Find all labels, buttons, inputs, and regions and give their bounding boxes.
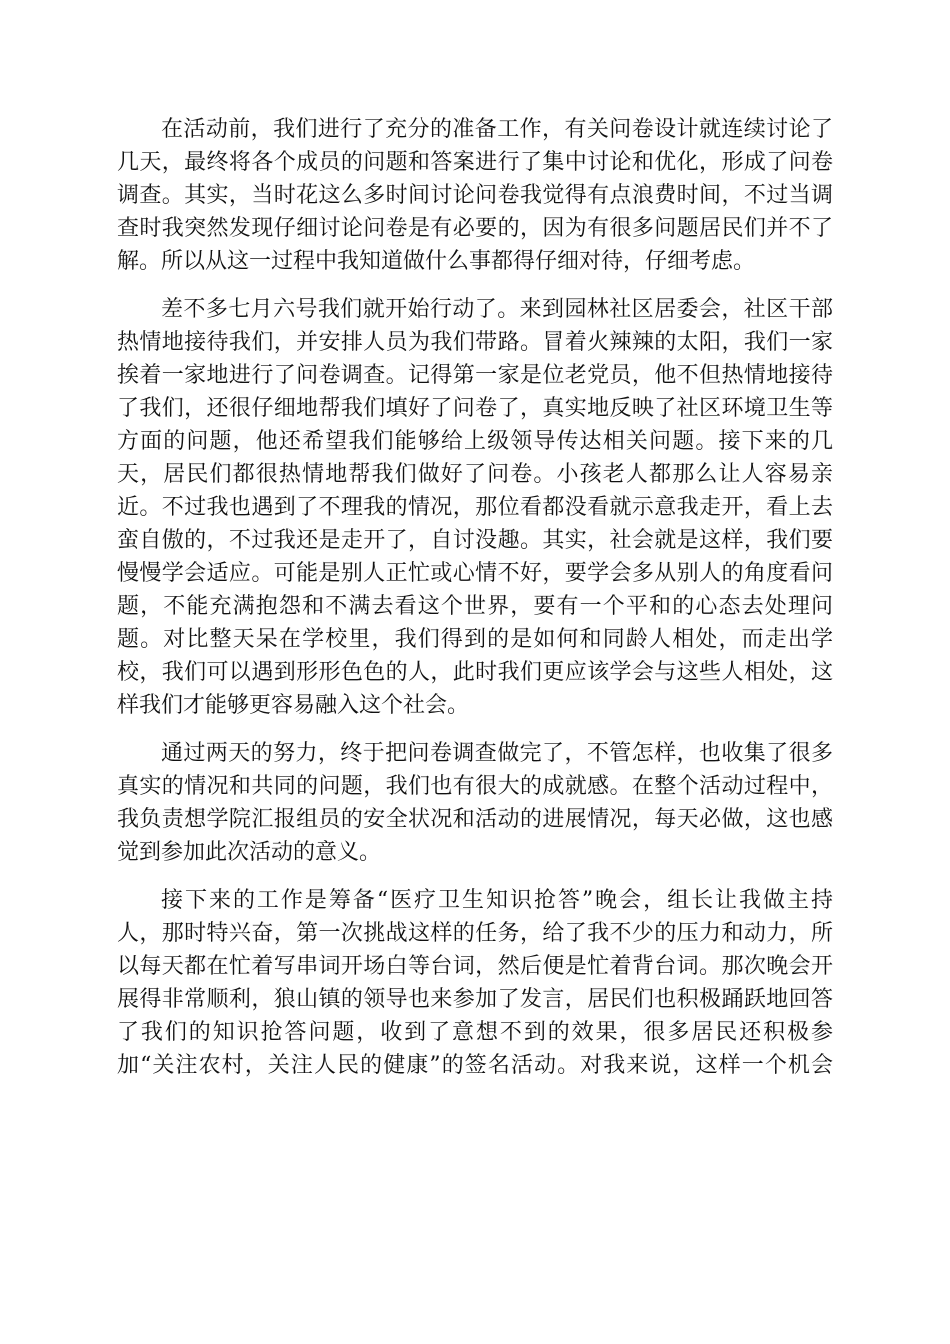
paragraph-line: 热情地接待我们，并安排人员为我们带路。冒着火辣辣的太阳，我们一家 [117,330,833,355]
paragraph-line: 在活动前，我们进行了充分的准备工作，有关问卷设计就连续讨论了 [161,117,833,142]
paragraph-line: 展得非常顺利，狼山镇的领导也来参加了发言，居民们也积极踊跃地回答 [117,987,833,1012]
document-page [117,113,833,1097]
paragraph-line: 挨着一家地进行了问卷调查。记得第一家是位老党员，他不但热情地接待 [117,363,833,388]
paragraph-line: 校，我们可以遇到形形色色的人，此时我们更应该学会与这些人相处，这 [117,660,833,685]
paragraph-line: 题。对比整天呆在学校里，我们得到的是如何和同龄人相处，而走出学 [117,627,833,652]
paragraph-line: 以每天都在忙着写串词开场白等台词，然后便是忙着背台词。那次晚会开 [117,954,833,979]
paragraph-line: 查时我突然发现仔细讨论问卷是有必要的，因为有很多问题居民们并不了 [117,216,833,241]
paragraph-line: 解。所以从这一过程中我知道做什么事都得仔细对待，仔细考虑。 [117,249,756,274]
paragraph-line: 了我们的知识抢答问题，收到了意想不到的效果，很多居民还积极参 [117,1020,833,1045]
paragraph-line: 几天，最终将各个成员的问题和答案进行了集中讨论和优化，形成了问卷 [117,150,833,175]
paragraph-line: 觉到参加此次活动的意义。 [117,840,382,865]
paragraph-line: 接下来的工作是筹备“医疗卫生知识抢答”晚会，组长让我做主持 [161,888,833,913]
paragraph-survey-action [117,293,833,722]
paragraph-line: 题，不能充满抱怨和不满去看这个世界，要有一个平和的心态去处理问 [117,594,833,619]
paragraph-line: 了我们，还很仔细地帮我们填好了问卷了，真实地反映了社区环境卫生等 [117,396,833,421]
paragraph-line: 通过两天的努力，终于把问卷调查做完了，不管怎样，也收集了很多 [161,741,833,766]
paragraph-line: 蛮自傲的，不过我还是走开了，自讨没趣。其实，社会就是这样，我们要 [117,528,833,553]
paragraph-gala [117,884,833,1082]
paragraph-line: 差不多七月六号我们就开始行动了。来到园林社区居委会，社区干部 [161,297,833,322]
paragraph-line: 我负责想学院汇报组员的安全状况和活动的进展情况，每天必做，这也感 [117,807,833,832]
paragraph-line: 慢慢学会适应。可能是别人正忙或心情不好，要学会多从别人的角度看问 [117,561,833,586]
paragraph-line: 人，那时特兴奋，第一次挑战这样的任务，给了我不少的压力和动力，所 [117,921,833,946]
paragraph-line: 调查。其实，当时花这么多时间讨论问卷我觉得有点浪费时间，不过当调 [117,183,833,208]
paragraph-line: 真实的情况和共同的问题，我们也有很大的成就感。在整个活动过程中， [117,774,833,799]
paragraph-line: 近。不过我也遇到了不理我的情况，那位看都没看就示意我走开，看上去 [117,495,833,520]
paragraph-line: 天，居民们都很热情地帮我们做好了问卷。小孩老人都那么让人容易亲 [117,462,833,487]
paragraph-line: 方面的问题，他还希望我们能够给上级领导传达相关问题。接下来的几 [117,429,833,454]
paragraph-results [117,737,833,869]
paragraph-preparation [117,113,833,278]
paragraph-line: 样我们才能够更容易融入这个社会。 [117,693,470,718]
paragraph-line: 加“关注农村，关注人民的健康”的签名活动。对我来说，这样一个机会 [117,1053,833,1078]
